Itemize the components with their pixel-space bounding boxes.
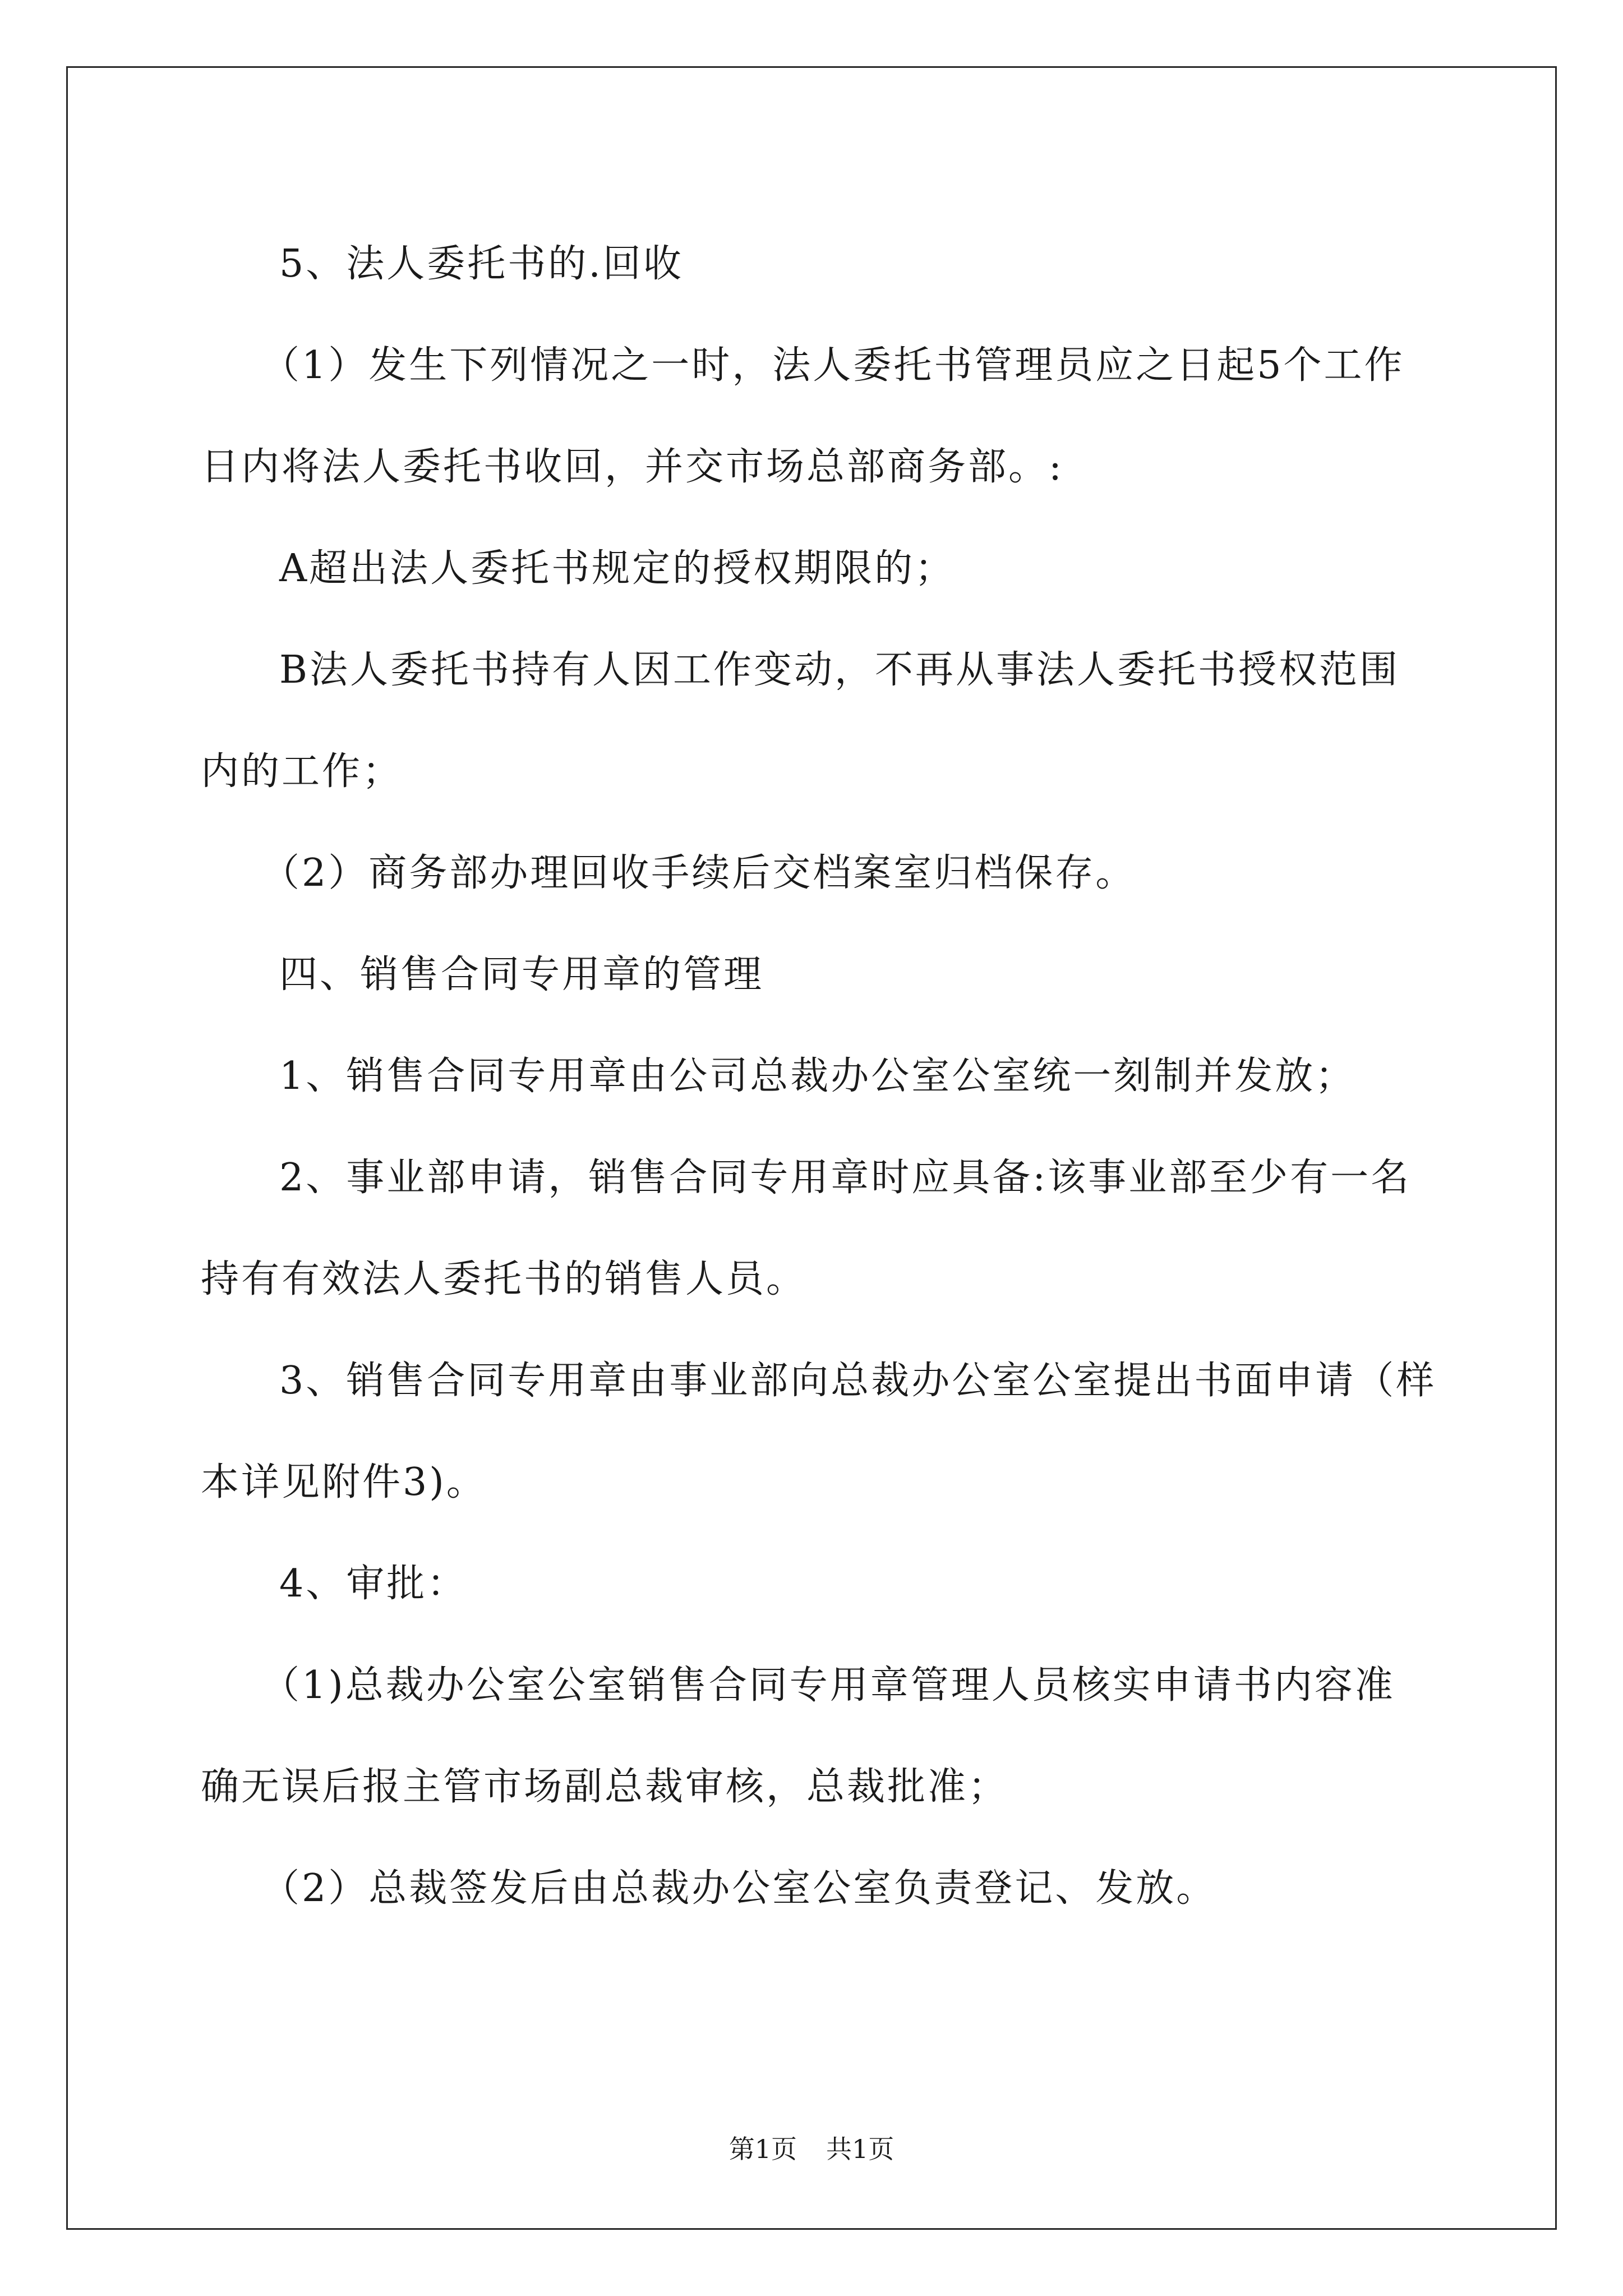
- list-item-a: A超出法人委托书规定的授权期限的；: [279, 546, 956, 591]
- section-heading-recall: 5、法人委托书的.回收: [279, 242, 684, 286]
- paragraph-line: 2、事业部申请，销售合同专用章时应具备:该事业部至少有一名: [279, 1156, 1412, 1200]
- paragraph-line: 4、审批：: [279, 1562, 468, 1606]
- page-total: 共1页: [826, 2134, 895, 2164]
- page-footer: [0, 2129, 1623, 2166]
- paragraph-line: （2）商务部办理回收手续后交档案室归档保存。: [261, 851, 1136, 895]
- paragraph-line: 本详见附件3)。: [201, 1460, 487, 1504]
- page-number: 第1页: [728, 2134, 797, 2164]
- list-item-b: B法人委托书持有人因工作变动，不再从事法人委托书授权范围: [279, 648, 1400, 692]
- paragraph-line: （1)总裁办公室公室销售合同专用章管理人员核实申请书内容准: [261, 1663, 1395, 1708]
- document-body: [201, 213, 1437, 1939]
- paragraph-line: 持有有效法人委托书的销售人员。: [201, 1257, 807, 1301]
- paragraph-line: 3、销售合同专用章由事业部向总裁办公室公室提出书面申请（样: [279, 1359, 1437, 1403]
- paragraph-line: 内的工作；: [201, 749, 403, 794]
- paragraph-line: 1、销售合同专用章由公司总裁办公室公室统一刻制并发放；: [279, 1054, 1356, 1098]
- paragraph-line: （1）发生下列情况之一时，法人委托书管理员应之日起5个工作: [261, 343, 1405, 388]
- section-heading-seal: 四、销售合同专用章的管理: [279, 953, 764, 997]
- paragraph-line: 确无误后报主管市场副总裁审核，总裁批准；: [201, 1765, 1009, 1809]
- paragraph-line: （2）总裁签发后由总裁办公室公室负责登记、发放。: [261, 1866, 1217, 1911]
- paragraph-line: 日内将法人委托书收回，并交市场总部商务部。:: [201, 445, 1064, 489]
